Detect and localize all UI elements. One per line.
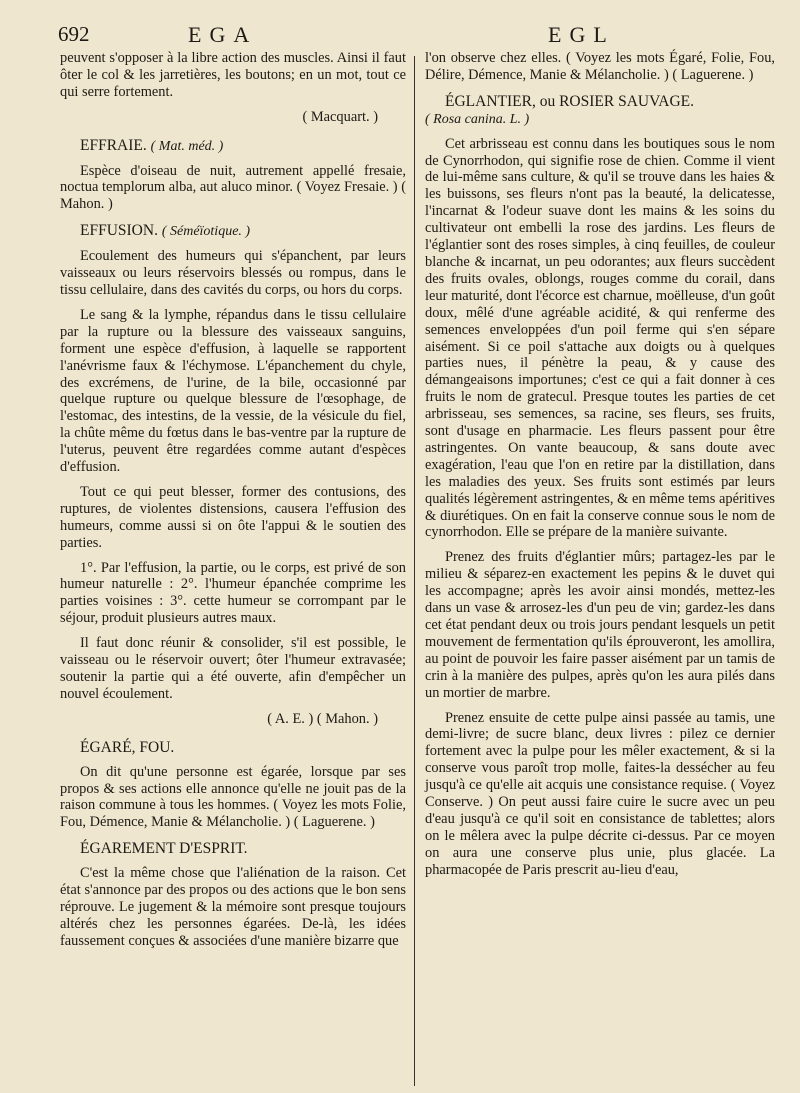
entry-title: ÉGLANTIER, ou ROSIER SAUVAGE. <box>445 92 695 110</box>
entry-paragraph: Prenez des fruits d'églantier mûrs; partagez-les par le milieu & séparez-en exactement les pepins & le duvet qui les accompagne; après les avoir ainsi mondés, mettez-les dans un vase & arrosez-les d'un peu de vin; gardez-les dans cet état pendant deux ou trois jours pendant lesquels un petit mouvement de fermentation qu'ils éprouveront, les amollira, au point de pouvoir les faire passer aisément par un tamis de crin à la manière des pulpes, après qu'on les aura pilés dans un mortier de marbre. <box>425 549 775 701</box>
entry-title: ÉGARÉ, FOU. <box>80 738 175 756</box>
running-head-left: EGA <box>188 22 258 47</box>
entry-paragraph: C'est la même chose que l'aliénation de la raison. Cet état s'annonce par des propos ou des actions que le bon sens réprouve. Le jugement & la mémoire sont presque toujours altérés chez les personnes égarées. De-là, les idées faussement conçues & associées d'une manière bizarre que <box>60 865 406 949</box>
entry-paragraph: Prenez ensuite de cette pulpe ainsi passée au tamis, une demi-livre; de sucre blanc, deux livres : pilez ce dernier fortement avec la pulpe pour les mêler exactement, & si la conserve vous paroît trop molle, faites-la dessécher au feu jusqu'à ce qu'elle ait acquis une consistance requise. ( Voyez Conserve. ) On peut aussi faire cuire le sucre avec un peu d'eau jusqu'à ce qu'il soit en consistance de tablettes; alors on le mêlera avec la pulpe décrite ci-dessus. Par ce moyen on aura une conserve plus unie, plus glacée. La pharmacopée de Paris prescrit au-lieu d'eau, <box>425 709 775 878</box>
left-column <box>60 50 406 958</box>
entry-subject: ( Mat. méd. ) <box>150 138 224 154</box>
entry-title: EFFUSION. <box>80 222 158 240</box>
entry-paragraph: Ecoulement des humeurs qui s'épanchent, par leurs vaisseaux ou leurs réservoirs blessés ou rompus, dans le tissu cellulaire, dans des cavités du corps, ou hors du corps. <box>60 248 406 298</box>
entry-title: EFFRAIE. <box>80 136 147 154</box>
column-divider <box>414 56 415 1086</box>
page-number: 692 <box>58 22 90 46</box>
entry-paragraph: 1°. Par l'effusion, la partie, ou le corps, est privé de son humeur naturelle : 2°. l'humeur épanchée comprime les parties voisines : 3°. cette humeur se corrompant par le séjour, produit plusieurs autres maux. <box>60 559 406 627</box>
continued-paragraph: peuvent s'opposer à la libre action des muscles. Ainsi il faut ôter le col & les jarretières, les boutons; en un mot, tout ce qui serre fortement. <box>60 50 406 100</box>
continued-paragraph: l'on observe chez elles. ( Voyez les mots Égaré, Folie, Fou, Délire, Démence, Manie & Mélancholie. ) ( Laguerene. ) <box>425 50 775 83</box>
entry-subject: ( Rosa canina. L. ) <box>425 111 530 127</box>
signature: ( A. E. ) ( Mahon. ) <box>267 710 378 727</box>
entry-paragraph: On dit qu'une personne est égarée, lorsque par ses propos & ses actions elle annonce qu'elle ne jouit pas de la raison commune à tous les hommes. ( Voyez les mots Folie, Fou, Démence, Manie & Mélancholie. ) ( Laguerene. ) <box>60 763 406 831</box>
entry-paragraph: Il faut donc réunir & consolider, s'il est possible, le vaisseau ou le réservoir ouvert; ôter l'humeur extravasée; soutenir la partie qui a été ouverte, afin d'empêcher un nouvel écoulement. <box>60 635 406 702</box>
entry-heading-egare <box>60 740 406 757</box>
entry-heading-effraie <box>60 138 406 156</box>
entry-paragraph: Cet arbrisseau est connu dans les boutiques sous le nom de Cynorrhodon, qui signifie rose de chien. Comme il vient de lui-même sans culture, & qu'il se trouve dans les haies & les buissons, ses fleurs n'ont pas la beauté, la delicatesse, l'incarnat & l'odeur suave dont les mains & les soins du cultivateur ont embelli la rose des jardins. Les fleurs de l'églantier sont des roses simples, à cinq feuilles, de couleur blanche & incarnat, un peu odorantes; aux fleurs succèdent des fruits ovales, oblongs, rouges comme du corail, dans leur maturité, dont l'écorce est charnue, moëlleuse, d'un goût doux, mêlé d'une agréable acidité, & qui renferme des semences enveloppées d'un poil ferme qui s'en sépare aisément. Si ce poil s'attache aux doigts ou à quelques parties nues, il pénètre la peau, & y cause des démangeaisons importunes; c'est ce qui a fait donner à ces fruits le nom de gratecul. Presque toutes les parties de cet arbrisseau, ses semences, sa racine, ses fleurs, ses fruits, sont d'usage en pharmacie. Les fleurs passent pour être astringentes. On vante beaucoup, & sans doute avec exagération, l'eau que l'on en retire par la distillation, dans les maladies des yeux. Ses fruits sont estimés par leurs qualités légèrement astringentes, & en même tems apéritives & diurétiques. On en fait la conserve connue sous le nom de cynorrhodon. Elle se prépare de la manière suivante. <box>425 135 775 541</box>
entry-heading-effusion <box>60 223 406 241</box>
entry-paragraph: Le sang & la lymphe, répandus dans le tissu cellulaire par la rupture ou la blessure des vaisseaux sanguins, forment une espèce d'effusion, à laquelle se rapportent l'anévrisme faux & l'échymose. L'épanchement du chyle, des excrémens, de l'urine, de la bile, occasionné par quelque rupture ou quelque blessure de l'œsophage, de l'estomac, des intestins, de la vessie, de la vésicule du fiel, la chûte même du fœtus dans le bas-ventre par la rupture de l'uterus, peuvent être regardées comme autant d'espèces d'effusion. <box>60 306 406 476</box>
entry-paragraph: Espèce d'oiseau de nuit, autrement appellé fresaie, noctua templorum alba, aut aluco minor. ( Voyez Fresaie. ) ( Mahon. ) <box>60 162 406 213</box>
right-column <box>425 50 775 887</box>
entry-heading-egarement <box>60 841 406 858</box>
entry-heading-eglantier <box>425 94 775 129</box>
entry-paragraph: Tout ce qui peut blesser, former des contusions, des ruptures, de violentes distensions, causera l'effusion des humeurs, comme aussi si on ôte l'appui & le soutien des parties. <box>60 483 406 551</box>
signature: ( Macquart. ) <box>302 108 378 125</box>
entry-title: ÉGAREMENT D'ESPRIT. <box>80 840 248 858</box>
entry-subject: ( Séméïotique. ) <box>161 224 251 240</box>
running-head-right: EGL <box>548 22 615 47</box>
